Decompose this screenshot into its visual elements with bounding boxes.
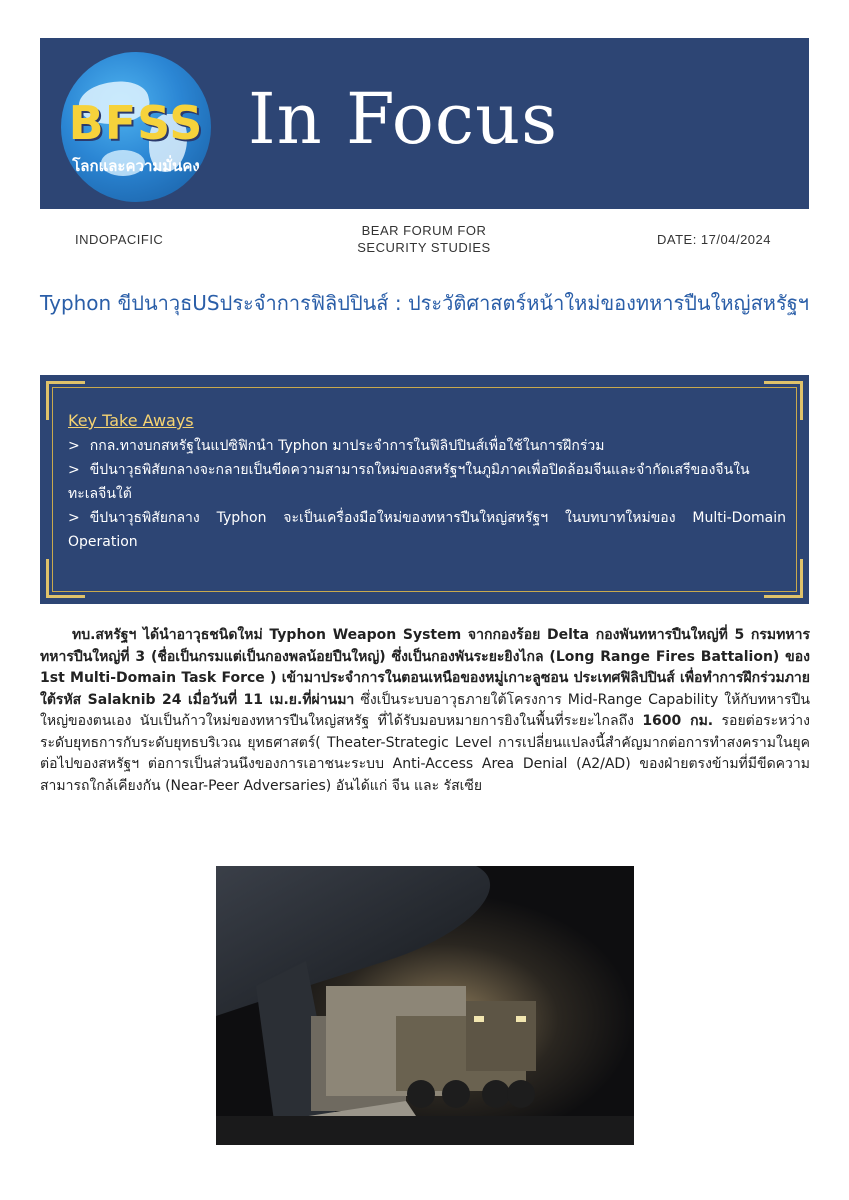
takeaway-item (68, 458, 786, 506)
logo-subtitle: โลกและความมั่นคง (72, 157, 200, 175)
article-body (40, 625, 810, 797)
publication-title: In Focus (248, 78, 559, 160)
article-text: ซึ่งเป็นระบบอาวุธภายใต้โครงการ Mid-Range Capability ให้กับทหารปืนใหญ่ของตนเอง นับเป็นก้าวใหม่ของทหารปืนใหญ่สหรัฐ ที่ได้รับมอบหมายการยิงในพื้นที่ระยะไกลถึง (40, 691, 810, 729)
article-headline: Typhon ขีปนาวุธUSประจำการฟิลิปปินส์ : ประวัติศาสตร์หน้าใหม่ของทหารปืนใหญ่สหรัฐฯ (40, 291, 809, 315)
issue-date: DATE: 17/04/2024 (657, 232, 771, 247)
key-takeaways-content (68, 409, 786, 554)
article-lead: ทบ.สหรัฐฯ ได้นำอาวุธชนิดใหม่ Typhon Weapon System จากกองร้อย Delta กองพันทหารปืนใหญ่ที่ 5 กรมทหารทหารปืนใหญ่ที่ 3 (ชื่อเป็นกรมแต่เป็นกองพลน้อยปืนใหญ่) ซึ่งเป็นกองพันระยะยิงไกล (Long Range Fires Battalion) ของ 1st Multi-Domain Task Force ) เข้ามาประจำการในตอนเหนือของหมู่เกาะลูซอน ประเทศฟิลิปปินส์ เพื่อทำการฝึกร่วมภายใต้รหัส Salaknib 24 เมื่อวันที่ 11 เม.ย.ที่ผ่านมา (40, 627, 810, 708)
night-aircraft-unloading-image (216, 866, 634, 1145)
bfss-logo (61, 52, 211, 202)
takeaway-text: กกล.ทางบกสหรัฐในแปซิฟิกนำ Typhon มาประจำการในฟิลิปปินส์เพื่อใช้ในการฝึกร่วม (89, 438, 605, 454)
corner-ornament-icon (764, 559, 803, 598)
organization-line-2: SECURITY STUDIES (357, 240, 491, 255)
key-takeaways-title: Key Take Aways (68, 411, 194, 430)
logo-text: BFSS (68, 96, 204, 150)
masthead-banner (40, 38, 809, 209)
corner-ornament-icon (46, 559, 85, 598)
bullet-arrow-icon: > (68, 438, 80, 454)
bullet-arrow-icon: > (68, 462, 80, 478)
article-text-continued: รอยต่อระหว่างระดับยุทธการกับระดับยุทธบริเวณ ยุทธศาสตร์( Theater-Strategic Level การเปลี่ยนแปลงนี้สำคัญมากต่อการทำสงครามในยุคต่อไปของสหรัฐฯ ต่อการเป็นส่วนนึงของการเอาชนะระบบ Anti-Access Area Denial (A2/AD) ของฝ่ายตรงข้ามที่มีขีดความสามารถใกล้เคียงกัน (Near-Peer Adversaries) อันได้แก่ จีน และ รัสเซีย (40, 713, 810, 794)
article-photo-typhon-launcher (216, 866, 634, 1145)
bullet-arrow-icon: > (68, 510, 80, 526)
takeaway-text: ขีปนาวุธพิสัยกลางจะกลายเป็นขีดความสามารถใหม่ของสหรัฐฯในภูมิภาคเพื่อปิดล้อมจีนและจำกัดเสรีของจีนในทะเลจีนใต้ (68, 462, 750, 502)
takeaway-text: ขีปนาวุธพิสัยกลาง Typhon จะเป็นเครื่องมือใหม่ของทหารปืนใหญ่สหรัฐฯ ในบทบาทใหม่ของ Multi-Domain Operation (68, 510, 786, 550)
organization-line-1: BEAR FORUM FOR (361, 223, 487, 238)
key-takeaways-box (40, 375, 809, 604)
range-value: 1600 กม. (642, 713, 714, 729)
region-label: INDOPACIFIC (75, 232, 164, 247)
organization-name (330, 222, 518, 256)
takeaway-item (68, 506, 786, 554)
takeaway-item (68, 434, 786, 458)
